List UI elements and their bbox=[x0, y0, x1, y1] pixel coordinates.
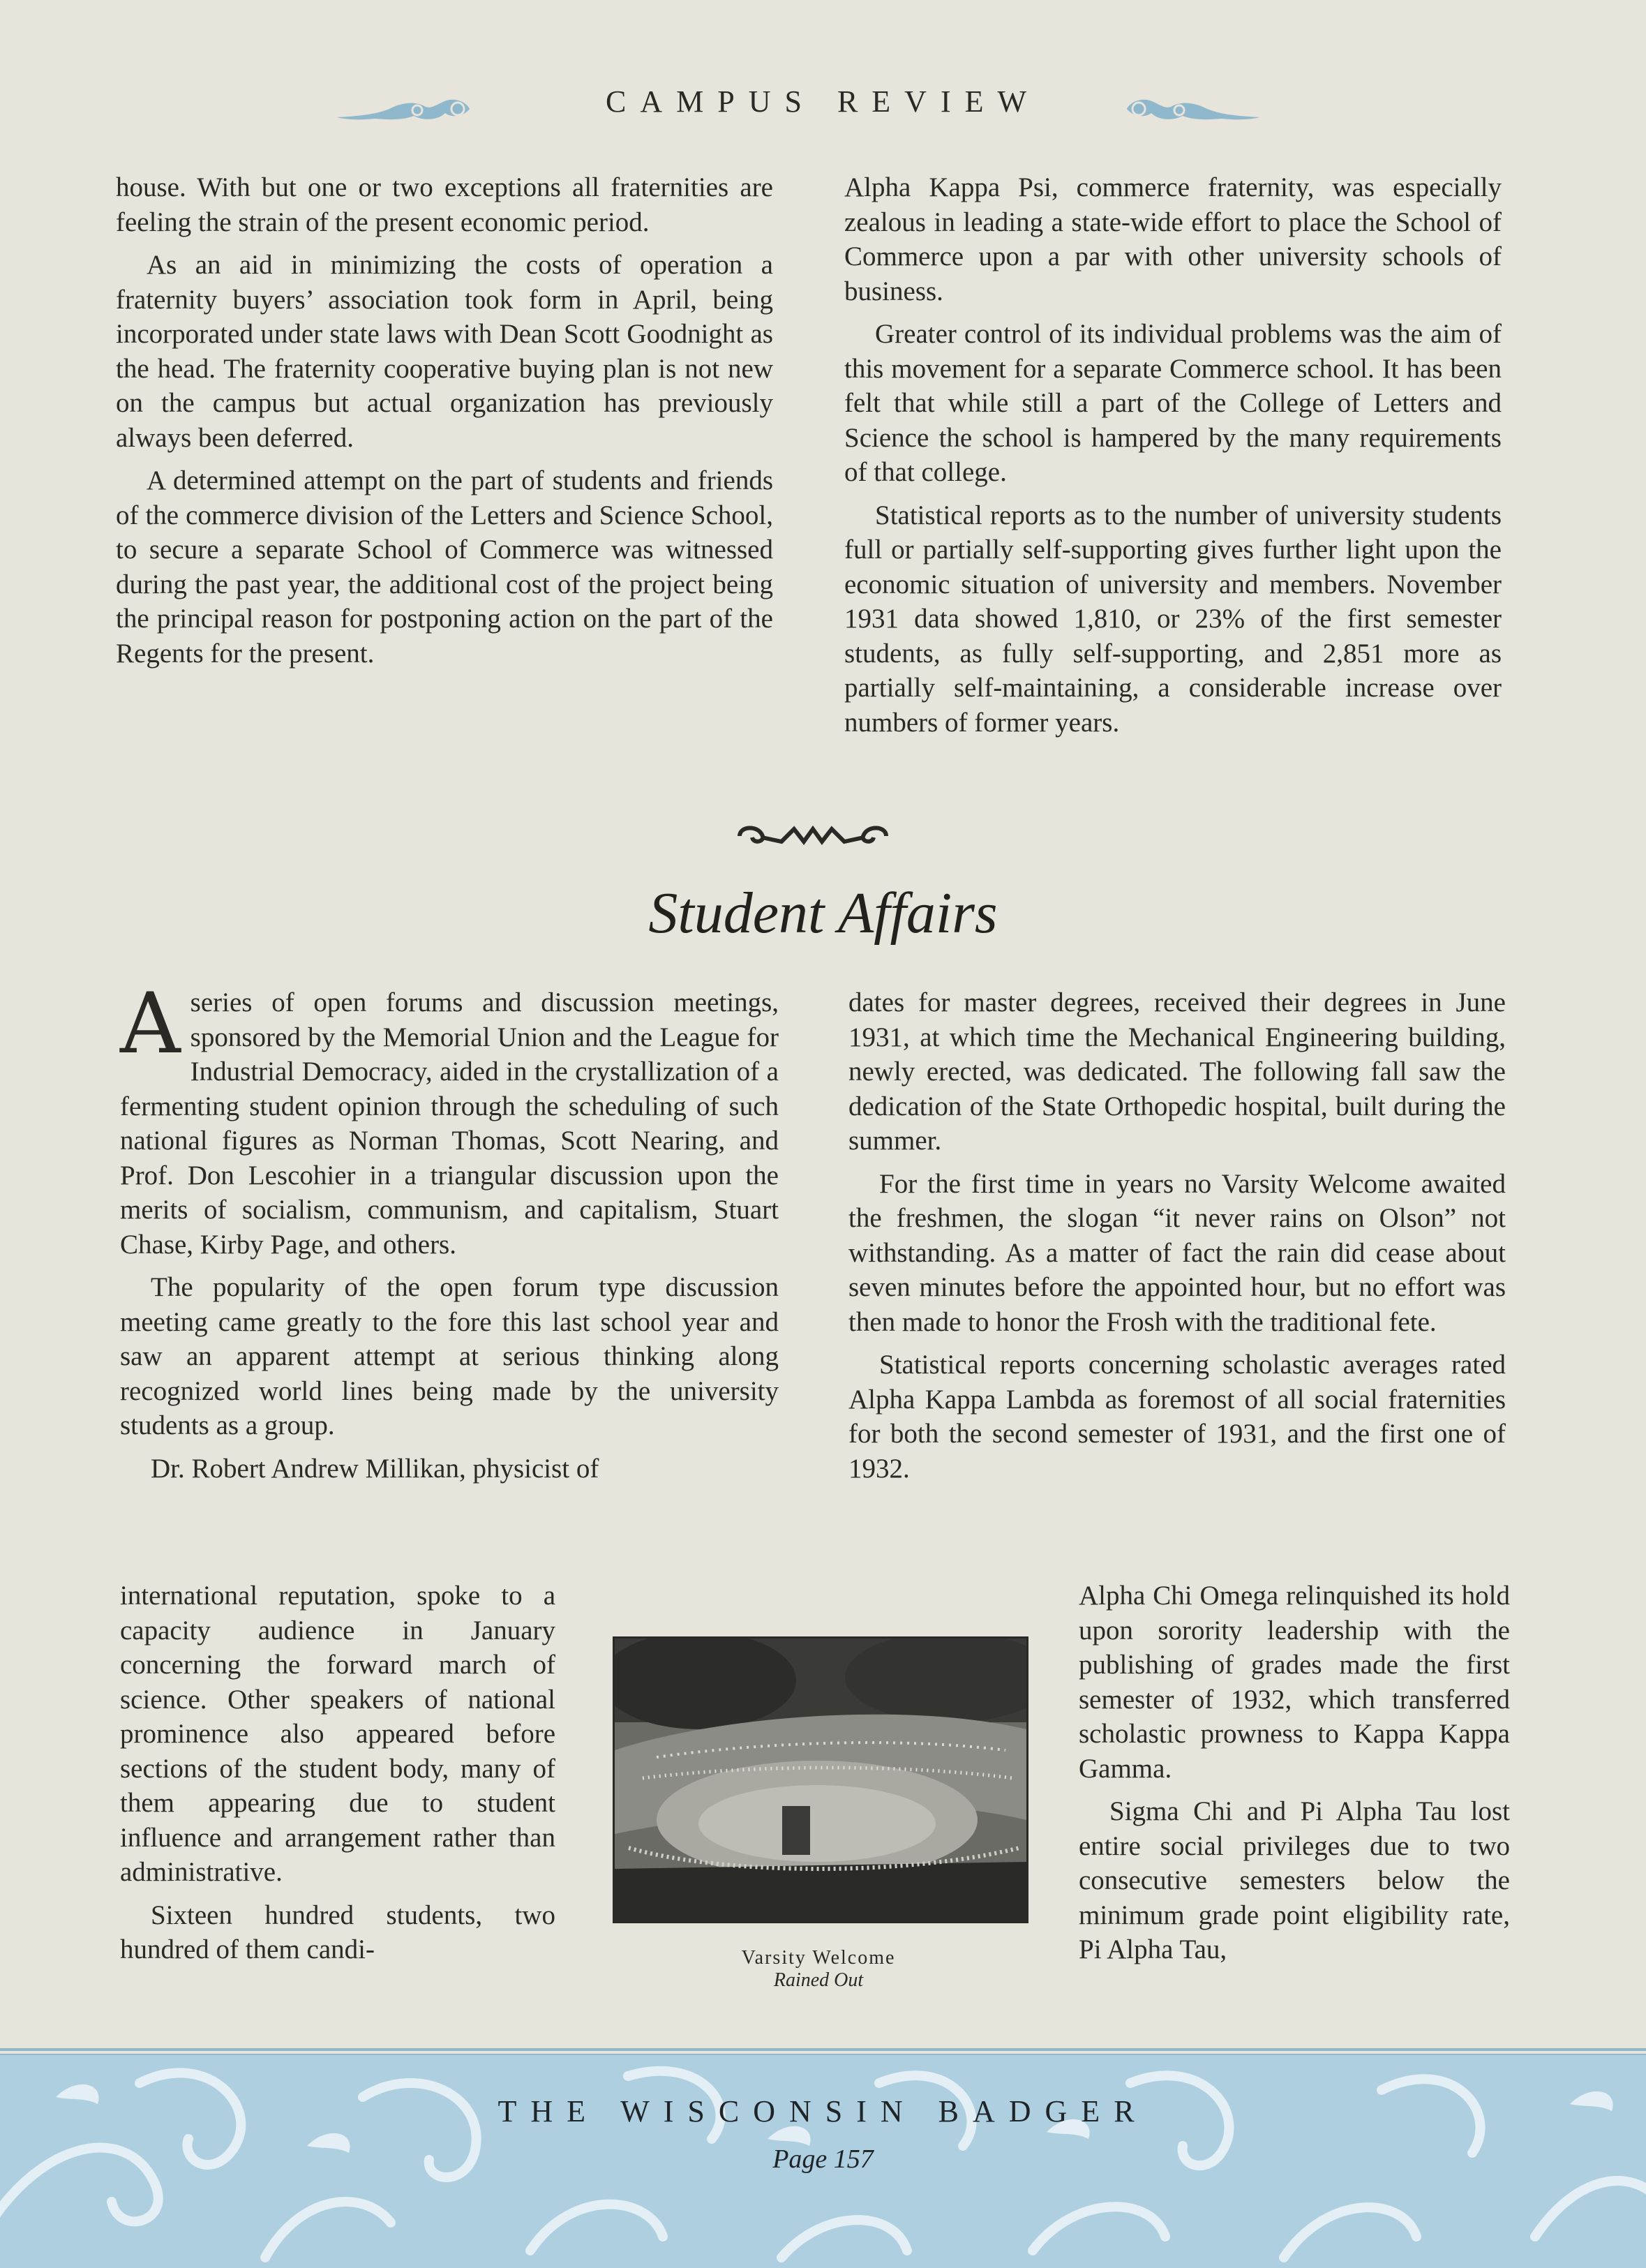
paragraph bbox=[120, 976, 779, 1262]
paragraph: Statistical reports concerning scholastic averages rated Alpha Kappa Lambda as foremost of all social fraternities for both the second semester of 1931, and the first one of 1932. bbox=[848, 1350, 1506, 1484]
paragraph: A determined attempt on the part of students and friends of the commerce division of the Letters and Science School, to secure a separate School of Commerce was witnessed during the past year, the additional cost of the project being the principal reason for postponing action on the part of the Regents for the present. bbox=[116, 465, 773, 669]
photo-caption bbox=[613, 1947, 1024, 1992]
paragraph: Alpha Chi Omega relinquished its hold upon sorority leadership with the publishing of grades made the first semester of 1932, which transferred scholastic prowness to Kappa Kappa Gamma. bbox=[1079, 1581, 1510, 1784]
paragraph: Dr. Robert Andrew Millikan, physicist of bbox=[151, 1453, 599, 1484]
paragraph: house. With but one or two exceptions all fraternities are feeling the strain of the present economic period. bbox=[116, 172, 773, 237]
footer-title: THE WISCONSIN BADGER bbox=[497, 2094, 1149, 2128]
varsity-welcome-photo bbox=[613, 1636, 1028, 1923]
bottom-right-narrow-column bbox=[1079, 1579, 1510, 1967]
caption-line-1: Varsity Welcome bbox=[741, 1947, 896, 1969]
paragraph: Greater control of its individual problems was the aim of this movement for a separate Commerce school. It has been felt that while still a part of the College of Letters and Science the school is hampered by the many requirements of that college. bbox=[844, 319, 1502, 487]
running-header: CAMPUS REVIEW bbox=[605, 84, 1041, 119]
paragraph: international reputation, spoke to a capacity audience in January concerning the forward march of science. Other speakers of national prominence also appeared before sections of the student body, many of them appearing due to student influence and arrangement rather than administrative. bbox=[120, 1581, 555, 1887]
photo-image-icon bbox=[615, 1639, 1026, 1921]
top-right-column bbox=[844, 170, 1502, 740]
bottom-right-column bbox=[848, 985, 1506, 1486]
top-left-column bbox=[116, 170, 773, 671]
paragraph: dates for master degrees, received their degrees in June 1931, at which time the Mechanical Engineering building, newly erected, was dedicated. The following fall saw the dedication of the State Orthopedic hospital, built during the summer. bbox=[848, 987, 1506, 1156]
bottom-left-narrow-column bbox=[120, 1579, 555, 1967]
paragraph: Alpha Kappa Psi, commerce fraternity, was especially zealous in leading a state-wide effort to place the School of Commerce upon a par with other university schools of business. bbox=[844, 172, 1502, 306]
header-ornament-right-icon bbox=[1123, 88, 1263, 130]
paragraph: Sixteen hundred students, two hundred of them candi- bbox=[120, 1900, 555, 1964]
section-divider-ornament-icon bbox=[726, 818, 900, 853]
paragraph: For the first time in years no Varsity Welcome awaited the freshmen, the slogan “it never rains on Olson” not withstanding. As a matter of fact the rain did cease about seven minutes before the appointed hour, but no effort was then made to honor the Frosh with the traditional fete. bbox=[848, 1168, 1506, 1337]
paragraph-text: series of open forums and discussion meetings, sponsored by the Memorial Union and the League for Industrial Democracy, aided in the crystallization of a fermenting student opinion through the scheduling of such national figures as Norman Thomas, Scott Nearing, and Prof. Don Lescohier in a triangular discussion upon the merits of socialism, communism, and capitalism, Stuart Chase, Kirby Page, and others. bbox=[120, 987, 779, 1260]
page-number: Page 157 bbox=[772, 2144, 874, 2174]
drop-cap: A bbox=[120, 976, 181, 1073]
paragraph: The popularity of the open forum type discussion meeting came greatly to the fore this last school year and saw an apparent attempt at serious thinking along recognized world lines being made by the university students as a group. bbox=[120, 1272, 779, 1440]
paragraph: Statistical reports as to the number of university students full or partially self-supporting gives further light upon the economic situation of university and members. November 1931 data showed 1,810, or 23% of the first semester students, as fully self-supporting, and 2,851 more as partially self-maintaining, a considerable increase over numbers of former years. bbox=[844, 500, 1502, 738]
paragraph: As an aid in minimizing the costs of operation a fraternity buyers’ association took form in April, being incorporated under state laws with Dean Scott Goodnight as the head. The fraternity cooperative buying plan is not new on the campus but actual organization has previously always been deferred. bbox=[116, 250, 773, 453]
paragraph: Sigma Chi and Pi Alpha Tau lost entire social privileges due to two consecutive semesters below the minimum grade point eligibility rate, Pi Alpha Tau, bbox=[1079, 1796, 1510, 1964]
section-title: Student Affairs bbox=[648, 881, 998, 946]
bottom-left-column bbox=[120, 976, 779, 1486]
caption-line-2: Rained Out bbox=[773, 1969, 864, 1991]
